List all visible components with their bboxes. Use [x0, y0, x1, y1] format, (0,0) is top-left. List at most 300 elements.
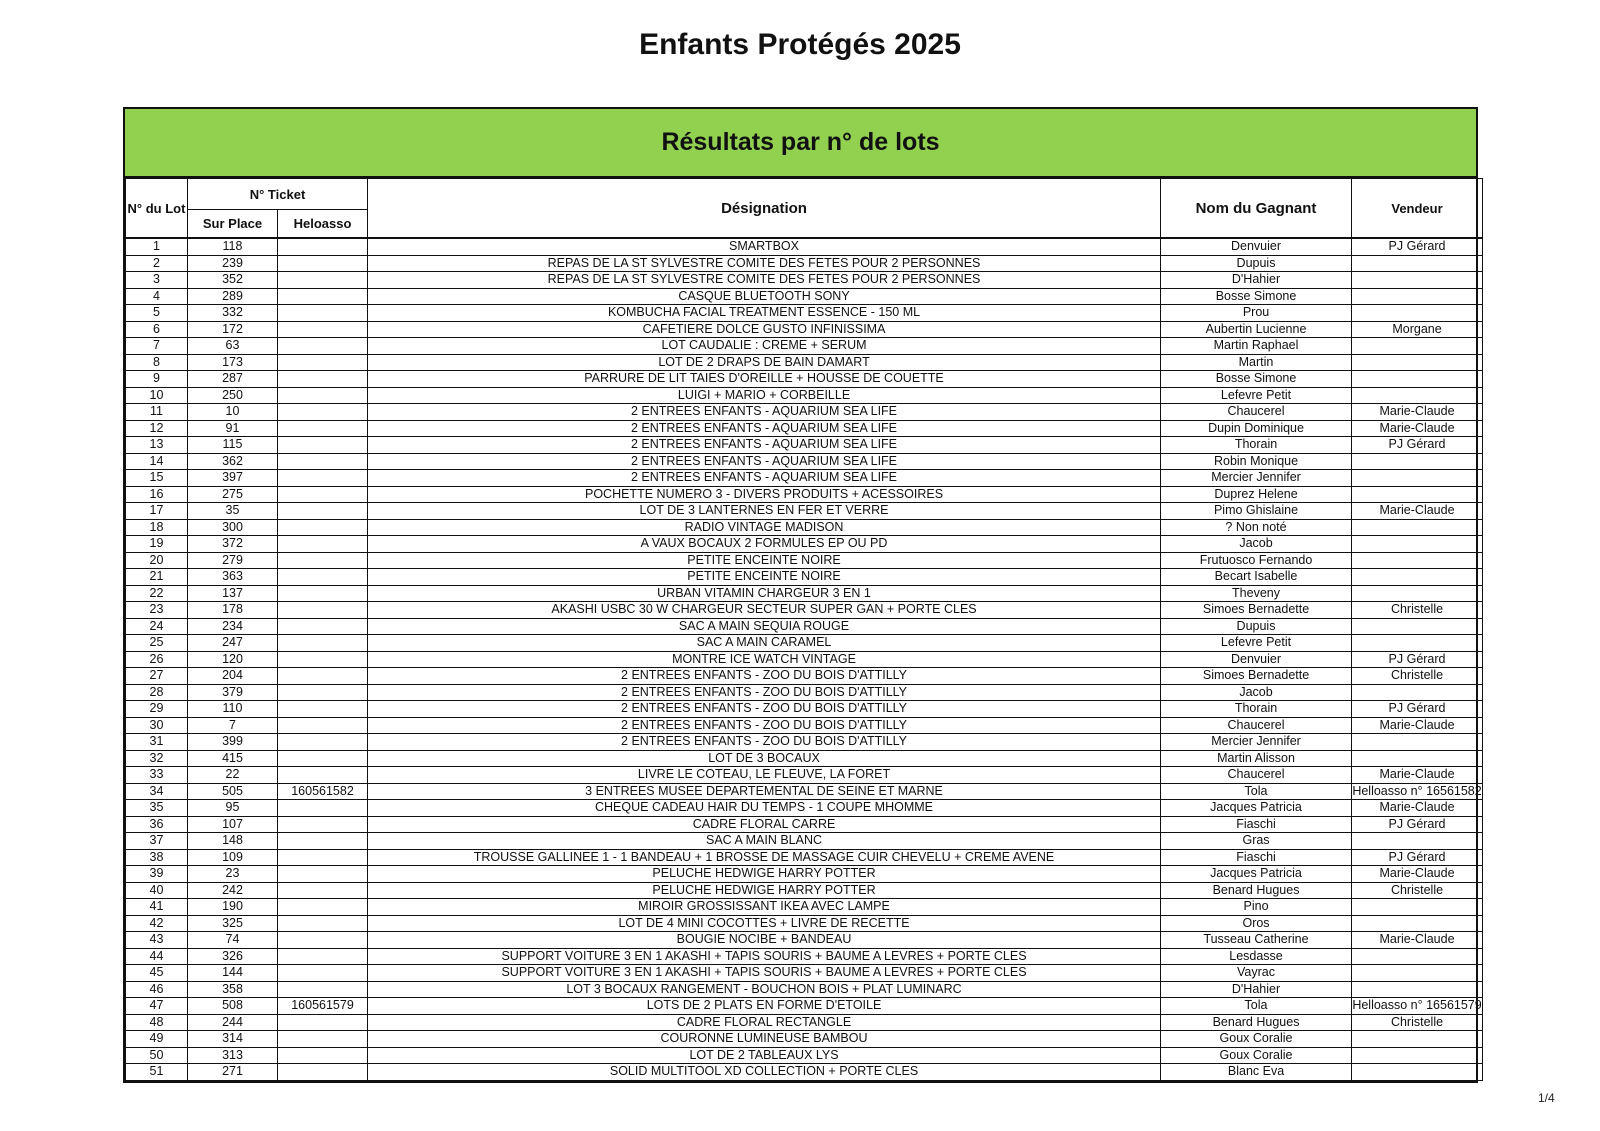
seller-cell [1352, 387, 1483, 404]
ticket-heloasso-cell [278, 470, 368, 487]
designation-cell: CADRE FLORAL RECTANGLE [368, 1014, 1161, 1031]
ticket-sur-place-cell: 244 [188, 1014, 278, 1031]
winner-name-cell: Aubertin Lucienne [1161, 321, 1352, 338]
ticket-sur-place-cell: 326 [188, 948, 278, 965]
designation-cell: 2 ENTREES ENFANTS - AQUARIUM SEA LIFE [368, 420, 1161, 437]
designation-cell: LOT CAUDALIE : CREME + SERUM [368, 338, 1161, 355]
lot-number-cell: 12 [126, 420, 188, 437]
ticket-sur-place-cell: 313 [188, 1047, 278, 1064]
winner-name-cell: Prou [1161, 305, 1352, 322]
seller-cell [1352, 684, 1483, 701]
winner-name-cell: Martin Alisson [1161, 750, 1352, 767]
winner-name-cell: Mercier Jennifer [1161, 470, 1352, 487]
lot-number-cell: 18 [126, 519, 188, 536]
ticket-sur-place-cell: 379 [188, 684, 278, 701]
ticket-heloasso-cell [278, 816, 368, 833]
designation-cell: REPAS DE LA ST SYLVESTRE COMITE DES FETES POUR 2 PERSONNES [368, 272, 1161, 289]
ticket-heloasso-cell [278, 965, 368, 982]
ticket-heloasso-cell [278, 915, 368, 932]
lot-number-cell: 14 [126, 453, 188, 470]
lot-number-cell: 11 [126, 404, 188, 421]
lot-number-cell: 21 [126, 569, 188, 586]
designation-cell: SOLID MULTITOOL XD COLLECTION + PORTE CLES [368, 1064, 1161, 1081]
winner-name-cell: Bosse Simone [1161, 371, 1352, 388]
ticket-heloasso-cell [278, 338, 368, 355]
ticket-heloasso-cell [278, 519, 368, 536]
table-row [126, 767, 1483, 784]
table-row [126, 717, 1483, 734]
ticket-sur-place-cell: 118 [188, 238, 278, 255]
winner-name-cell: Goux Coralie [1161, 1047, 1352, 1064]
seller-cell [1352, 354, 1483, 371]
seller-cell: PJ Gérard [1352, 238, 1483, 255]
ticket-sur-place-cell: 91 [188, 420, 278, 437]
seller-cell: Christelle [1352, 1014, 1483, 1031]
designation-cell: SUPPORT VOITURE 3 EN 1 AKASHI + TAPIS SOURIS + BAUME A LEVRES + PORTE CLES [368, 965, 1161, 982]
table-row [126, 701, 1483, 718]
table-row [126, 618, 1483, 635]
seller-cell: PJ Gérard [1352, 437, 1483, 454]
table-row [126, 915, 1483, 932]
table-row [126, 932, 1483, 949]
lot-number-cell: 5 [126, 305, 188, 322]
designation-cell: LIVRE LE COTEAU, LE FLEUVE, LA FORET [368, 767, 1161, 784]
designation-cell: MIROIR GROSSISSANT IKEA AVEC LAMPE [368, 899, 1161, 916]
winner-name-cell: Lefevre Petit [1161, 635, 1352, 652]
lot-number-cell: 16 [126, 486, 188, 503]
table-row [126, 272, 1483, 289]
seller-cell: Marie-Claude [1352, 503, 1483, 520]
ticket-heloasso-cell [278, 833, 368, 850]
ticket-sur-place-cell: 110 [188, 701, 278, 718]
designation-cell: 2 ENTREES ENFANTS - AQUARIUM SEA LIFE [368, 404, 1161, 421]
lot-number-cell: 45 [126, 965, 188, 982]
ticket-heloasso-cell [278, 701, 368, 718]
designation-cell: LOT 3 BOCAUX RANGEMENT - BOUCHON BOIS + PLAT LUMINARC [368, 981, 1161, 998]
designation-cell: CAFETIERE DOLCE GUSTO INFINISSIMA [368, 321, 1161, 338]
table-row [126, 800, 1483, 817]
seller-cell: Helloasso n° 16561579 [1352, 998, 1482, 1013]
table-row [126, 288, 1483, 305]
table-row [126, 849, 1483, 866]
ticket-sur-place-cell: 63 [188, 338, 278, 355]
table-row [126, 965, 1483, 982]
ticket-heloasso-cell [278, 618, 368, 635]
winner-name-cell: Benard Hugues [1161, 1014, 1352, 1031]
designation-cell: PELUCHE HEDWIGE HARRY POTTER [368, 882, 1161, 899]
ticket-heloasso-cell [278, 717, 368, 734]
table-row [126, 569, 1483, 586]
header-heloasso: Heloasso [278, 210, 368, 239]
designation-cell: PELUCHE HEDWIGE HARRY POTTER [368, 866, 1161, 883]
ticket-sur-place-cell: 74 [188, 932, 278, 949]
ticket-heloasso-cell [278, 371, 368, 388]
lot-number-cell: 1 [126, 238, 188, 255]
lot-number-cell: 30 [126, 717, 188, 734]
table-row [126, 404, 1483, 421]
ticket-heloasso-cell [278, 684, 368, 701]
ticket-heloasso-cell [278, 585, 368, 602]
ticket-sur-place-cell: 35 [188, 503, 278, 520]
seller-cell [1352, 618, 1483, 635]
seller-cell: PJ Gérard [1352, 849, 1483, 866]
table-row [126, 536, 1483, 553]
header-vendeur: Vendeur [1352, 179, 1483, 239]
ticket-heloasso-cell [278, 767, 368, 784]
ticket-heloasso-cell: 160561579 [278, 998, 368, 1015]
seller-cell [1352, 981, 1483, 998]
winner-name-cell: Robin Monique [1161, 453, 1352, 470]
ticket-heloasso-cell [278, 849, 368, 866]
ticket-heloasso-cell [278, 503, 368, 520]
ticket-sur-place-cell: 271 [188, 1064, 278, 1081]
lot-number-cell: 50 [126, 1047, 188, 1064]
lot-number-cell: 20 [126, 552, 188, 569]
table-row [126, 238, 1483, 255]
winner-name-cell: Simoes Bernadette [1161, 668, 1352, 685]
seller-cell [1352, 1047, 1483, 1064]
ticket-sur-place-cell: 107 [188, 816, 278, 833]
table-row [126, 783, 1483, 800]
lot-number-cell: 19 [126, 536, 188, 553]
lot-number-cell: 22 [126, 585, 188, 602]
lot-number-cell: 47 [126, 998, 188, 1015]
winner-name-cell: Jacob [1161, 536, 1352, 553]
ticket-sur-place-cell: 7 [188, 717, 278, 734]
ticket-heloasso-cell [278, 1031, 368, 1048]
table-row [126, 371, 1483, 388]
lot-number-cell: 24 [126, 618, 188, 635]
lot-number-cell: 17 [126, 503, 188, 520]
ticket-sur-place-cell: 325 [188, 915, 278, 932]
ticket-sur-place-cell: 287 [188, 371, 278, 388]
winner-name-cell: D'Hahier [1161, 981, 1352, 998]
seller-cell [1352, 965, 1483, 982]
ticket-heloasso-cell [278, 288, 368, 305]
designation-cell: AKASHI USBC 30 W CHARGEUR SECTEUR SUPER GAN + PORTE CLES [368, 602, 1161, 619]
winner-name-cell: Bosse Simone [1161, 288, 1352, 305]
winner-name-cell: Mercier Jennifer [1161, 734, 1352, 751]
ticket-heloasso-cell [278, 404, 368, 421]
winner-name-cell: Theveny [1161, 585, 1352, 602]
ticket-heloasso-cell [278, 255, 368, 272]
header-designation: Désignation [368, 179, 1161, 239]
designation-cell: SUPPORT VOITURE 3 EN 1 AKASHI + TAPIS SOURIS + BAUME A LEVRES + PORTE CLES [368, 948, 1161, 965]
winner-name-cell: Jacob [1161, 684, 1352, 701]
table-row [126, 734, 1483, 751]
ticket-sur-place-cell: 144 [188, 965, 278, 982]
lot-number-cell: 51 [126, 1064, 188, 1081]
lot-number-cell: 25 [126, 635, 188, 652]
ticket-heloasso-cell [278, 272, 368, 289]
ticket-sur-place-cell: 314 [188, 1031, 278, 1048]
ticket-sur-place-cell: 178 [188, 602, 278, 619]
table-row [126, 635, 1483, 652]
designation-cell: PETITE ENCEINTE NOIRE [368, 569, 1161, 586]
designation-cell: RADIO VINTAGE MADISON [368, 519, 1161, 536]
lot-number-cell: 29 [126, 701, 188, 718]
winner-name-cell: ? Non noté [1161, 519, 1352, 536]
table-row [126, 503, 1483, 520]
lot-number-cell: 32 [126, 750, 188, 767]
winner-name-cell: Vayrac [1161, 965, 1352, 982]
lot-number-cell: 37 [126, 833, 188, 850]
lot-number-cell: 4 [126, 288, 188, 305]
lot-number-cell: 44 [126, 948, 188, 965]
designation-cell: CADRE FLORAL CARRE [368, 816, 1161, 833]
lot-number-cell: 33 [126, 767, 188, 784]
winner-name-cell: Dupuis [1161, 618, 1352, 635]
ticket-heloasso-cell [278, 1047, 368, 1064]
ticket-sur-place-cell: 190 [188, 899, 278, 916]
seller-cell: Christelle [1352, 602, 1483, 619]
designation-cell: CHEQUE CADEAU HAIR DU TEMPS - 1 COUPE MHOMME [368, 800, 1161, 817]
table-row [126, 585, 1483, 602]
ticket-sur-place-cell: 172 [188, 321, 278, 338]
winner-name-cell: Jacques Patricia [1161, 866, 1352, 883]
lot-number-cell: 13 [126, 437, 188, 454]
designation-cell: 2 ENTREES ENFANTS - ZOO DU BOIS D'ATTILLY [368, 717, 1161, 734]
seller-cell: Marie-Claude [1352, 800, 1483, 817]
ticket-heloasso-cell [278, 882, 368, 899]
seller-cell: Morgane [1352, 321, 1483, 338]
lot-number-cell: 42 [126, 915, 188, 932]
designation-cell: SAC A MAIN CARAMEL [368, 635, 1161, 652]
lot-number-cell: 2 [126, 255, 188, 272]
designation-cell: 2 ENTREES ENFANTS - AQUARIUM SEA LIFE [368, 470, 1161, 487]
winner-name-cell: Tola [1161, 998, 1352, 1015]
lot-number-cell: 31 [126, 734, 188, 751]
ticket-heloasso-cell [278, 321, 368, 338]
ticket-heloasso-cell [278, 734, 368, 751]
designation-cell: BOUGIE NOCIBE + BANDEAU [368, 932, 1161, 949]
lot-number-cell: 49 [126, 1031, 188, 1048]
lot-number-cell: 48 [126, 1014, 188, 1031]
page-number: 1/4 [1538, 1091, 1555, 1105]
table-row [126, 998, 1483, 1015]
ticket-sur-place-cell: 508 [188, 998, 278, 1015]
seller-cell [1352, 750, 1483, 767]
designation-cell: REPAS DE LA ST SYLVESTRE COMITE DES FETES POUR 2 PERSONNES [368, 255, 1161, 272]
table-row [126, 519, 1483, 536]
ticket-sur-place-cell: 358 [188, 981, 278, 998]
designation-cell: CASQUE BLUETOOTH SONY [368, 288, 1161, 305]
ticket-heloasso-cell [278, 552, 368, 569]
ticket-heloasso-cell [278, 668, 368, 685]
document-title: Enfants Protégés 2025 [639, 28, 961, 61]
winner-name-cell: Lesdasse [1161, 948, 1352, 965]
designation-cell: KOMBUCHA FACIAL TREATMENT ESSENCE - 150 ML [368, 305, 1161, 322]
winner-name-cell: Benard Hugues [1161, 882, 1352, 899]
seller-cell [1352, 255, 1483, 272]
table-row [126, 833, 1483, 850]
ticket-heloasso-cell [278, 932, 368, 949]
lot-number-cell: 15 [126, 470, 188, 487]
ticket-heloasso-cell [278, 981, 368, 998]
seller-cell [1352, 486, 1483, 503]
seller-cell [1352, 272, 1483, 289]
results-sheet [123, 107, 1482, 1083]
ticket-sur-place-cell: 397 [188, 470, 278, 487]
table-row [126, 552, 1483, 569]
ticket-heloasso-cell [278, 569, 368, 586]
ticket-sur-place-cell: 399 [188, 734, 278, 751]
table-row [126, 948, 1483, 965]
seller-cell [1352, 470, 1483, 487]
ticket-heloasso-cell [278, 420, 368, 437]
table-row [126, 321, 1483, 338]
designation-cell: MONTRE ICE WATCH VINTAGE [368, 651, 1161, 668]
lot-number-cell: 9 [126, 371, 188, 388]
winner-name-cell: Tola [1161, 783, 1352, 800]
table-row [126, 354, 1483, 371]
table-row [126, 486, 1483, 503]
designation-cell: POCHETTE NUMERO 3 - DIVERS PRODUITS + ACESSOIRES [368, 486, 1161, 503]
designation-cell: COURONNE LUMINEUSE BAMBOU [368, 1031, 1161, 1048]
lot-number-cell: 7 [126, 338, 188, 355]
ticket-sur-place-cell: 204 [188, 668, 278, 685]
winner-name-cell: Simoes Bernadette [1161, 602, 1352, 619]
winner-name-cell: D'Hahier [1161, 272, 1352, 289]
lot-number-cell: 3 [126, 272, 188, 289]
table-row [126, 1047, 1483, 1064]
results-table [125, 178, 1483, 1081]
table-row [126, 899, 1483, 916]
lot-number-cell: 46 [126, 981, 188, 998]
ticket-heloasso-cell [278, 387, 368, 404]
table-row [126, 387, 1483, 404]
ticket-sur-place-cell: 275 [188, 486, 278, 503]
winner-name-cell: Denvuier [1161, 651, 1352, 668]
designation-cell: LOT DE 3 LANTERNES EN FER ET VERRE [368, 503, 1161, 520]
table-row [126, 816, 1483, 833]
winner-name-cell: Fiaschi [1161, 816, 1352, 833]
ticket-sur-place-cell: 120 [188, 651, 278, 668]
table-row [126, 1014, 1483, 1031]
ticket-sur-place-cell: 279 [188, 552, 278, 569]
ticket-sur-place-cell: 250 [188, 387, 278, 404]
ticket-sur-place-cell: 332 [188, 305, 278, 322]
ticket-heloasso-cell [278, 437, 368, 454]
designation-cell: LOT DE 3 BOCAUX [368, 750, 1161, 767]
seller-cell [1352, 338, 1483, 355]
designation-cell: LOTS DE 2 PLATS EN FORME D'ETOILE [368, 998, 1161, 1015]
winner-name-cell: Denvuier [1161, 238, 1352, 255]
designation-cell: PARRURE DE LIT TAIES D'OREILLE + HOUSSE DE COUETTE [368, 371, 1161, 388]
ticket-heloasso-cell [278, 635, 368, 652]
ticket-sur-place-cell: 234 [188, 618, 278, 635]
designation-cell: LOT DE 2 DRAPS DE BAIN DAMART [368, 354, 1161, 371]
header-lot: N° du Lot [126, 179, 188, 239]
lot-number-cell: 28 [126, 684, 188, 701]
table-row [126, 470, 1483, 487]
ticket-sur-place-cell: 289 [188, 288, 278, 305]
ticket-sur-place-cell: 300 [188, 519, 278, 536]
seller-cell [1352, 1064, 1483, 1081]
winner-name-cell: Pimo Ghislaine [1161, 503, 1352, 520]
table-row [126, 305, 1483, 322]
lot-number-cell: 6 [126, 321, 188, 338]
seller-cell [1352, 305, 1483, 322]
table-row [126, 750, 1483, 767]
seller-cell: Marie-Claude [1352, 404, 1483, 421]
table-row [126, 668, 1483, 685]
seller-cell [1352, 371, 1483, 388]
winner-name-cell: Martin [1161, 354, 1352, 371]
table-row [126, 338, 1483, 355]
ticket-heloasso-cell [278, 1014, 368, 1031]
seller-cell [1352, 915, 1483, 932]
seller-cell [1352, 519, 1483, 536]
lot-number-cell: 10 [126, 387, 188, 404]
winner-name-cell: Gras [1161, 833, 1352, 850]
ticket-sur-place-cell: 109 [188, 849, 278, 866]
seller-cell [1352, 536, 1483, 553]
designation-cell: 2 ENTREES ENFANTS - ZOO DU BOIS D'ATTILLY [368, 734, 1161, 751]
lot-number-cell: 43 [126, 932, 188, 949]
table-row [126, 420, 1483, 437]
ticket-heloasso-cell [278, 354, 368, 371]
header-sur-place: Sur Place [188, 210, 278, 239]
seller-cell: Marie-Claude [1352, 420, 1483, 437]
table-row [126, 1031, 1483, 1048]
table-header [126, 179, 1483, 239]
seller-cell [1352, 948, 1483, 965]
lot-number-cell: 27 [126, 668, 188, 685]
winner-name-cell: Oros [1161, 915, 1352, 932]
lot-number-cell: 39 [126, 866, 188, 883]
designation-cell: LOT DE 4 MINI COCOTTES + LIVRE DE RECETTE [368, 915, 1161, 932]
ticket-heloasso-cell [278, 1064, 368, 1081]
ticket-heloasso-cell [278, 305, 368, 322]
seller-cell [1352, 1031, 1483, 1048]
winner-name-cell: Martin Raphael [1161, 338, 1352, 355]
ticket-heloasso-cell [278, 536, 368, 553]
table-row [126, 437, 1483, 454]
table-body [126, 238, 1483, 1080]
ticket-heloasso-cell [278, 486, 368, 503]
ticket-sur-place-cell: 95 [188, 800, 278, 817]
designation-cell: 2 ENTREES ENFANTS - AQUARIUM SEA LIFE [368, 453, 1161, 470]
designation-cell: 2 ENTREES ENFANTS - ZOO DU BOIS D'ATTILLY [368, 701, 1161, 718]
ticket-heloasso-cell [278, 948, 368, 965]
winner-name-cell: Pino [1161, 899, 1352, 916]
winner-name-cell: Chaucerel [1161, 717, 1352, 734]
seller-cell: PJ Gérard [1352, 651, 1483, 668]
ticket-sur-place-cell: 242 [188, 882, 278, 899]
designation-cell: SAC A MAIN SEQUIA ROUGE [368, 618, 1161, 635]
seller-cell [1352, 453, 1483, 470]
winner-name-cell: Fiaschi [1161, 849, 1352, 866]
seller-cell [1352, 635, 1483, 652]
lot-number-cell: 35 [126, 800, 188, 817]
table-row [126, 651, 1483, 668]
ticket-sur-place-cell: 115 [188, 437, 278, 454]
header-ticket: N° Ticket [188, 179, 368, 210]
ticket-sur-place-cell: 173 [188, 354, 278, 371]
ticket-sur-place-cell: 505 [188, 783, 278, 800]
designation-cell: URBAN VITAMIN CHARGEUR 3 EN 1 [368, 585, 1161, 602]
seller-cell: Marie-Claude [1352, 866, 1483, 883]
winner-name-cell: Chaucerel [1161, 404, 1352, 421]
winner-name-cell: Thorain [1161, 701, 1352, 718]
seller-cell: Marie-Claude [1352, 717, 1483, 734]
seller-cell [1352, 585, 1483, 602]
seller-cell: Christelle [1352, 882, 1483, 899]
designation-cell: 2 ENTREES ENFANTS - ZOO DU BOIS D'ATTILLY [368, 684, 1161, 701]
table-row [126, 602, 1483, 619]
designation-cell: PETITE ENCEINTE NOIRE [368, 552, 1161, 569]
